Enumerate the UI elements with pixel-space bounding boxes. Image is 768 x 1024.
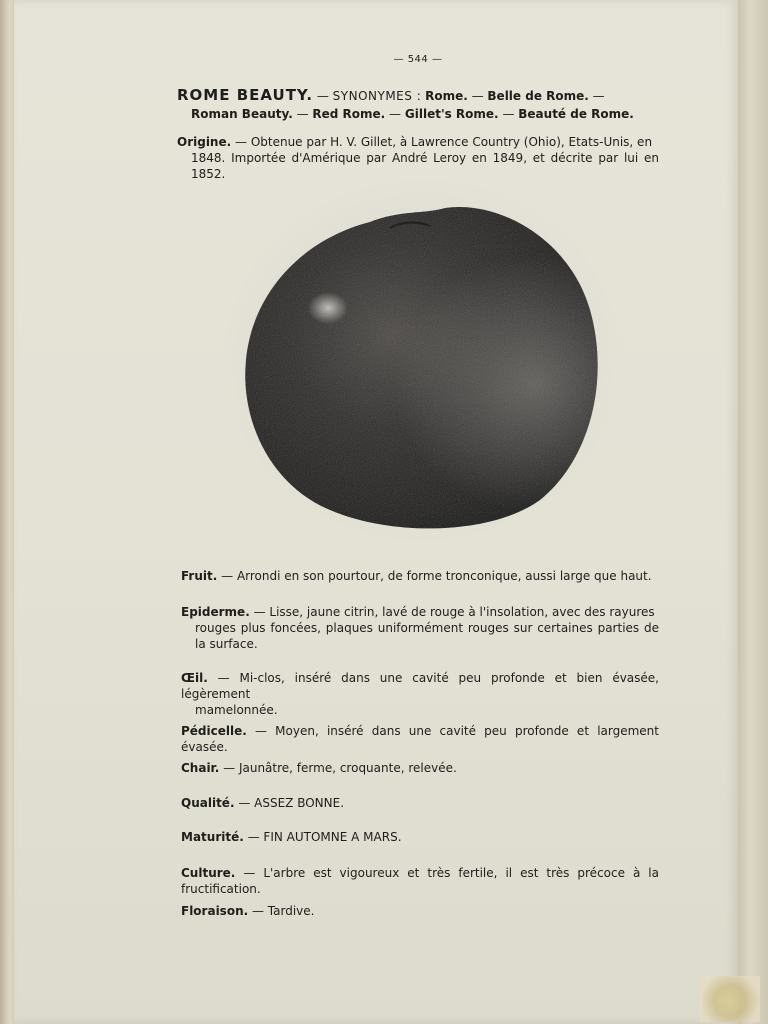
synonym: Roman Beauty. xyxy=(191,107,293,121)
apple-photograph xyxy=(240,200,606,536)
synonym: Rome. xyxy=(425,89,468,103)
variety-name: ROME BEAUTY. xyxy=(177,86,314,104)
synonym: Red Rome. xyxy=(312,107,386,121)
field-culture: Culture. — L'arbre est vigoureux et très fertile, il est très précoce à la fructification. xyxy=(181,866,659,896)
corner-thumbnail xyxy=(700,976,760,1022)
title-line-2: Roman Beauty. — Red Rome. — Gillet's Rome. — Beauté de Rome. xyxy=(191,107,634,121)
synonym: Belle de Rome. xyxy=(487,89,589,103)
page-number: — 544 — xyxy=(393,54,443,65)
field-fruit: Fruit. — Arrondi en son pourtour, de forme tronconique, aussi large que haut. xyxy=(181,569,652,583)
origin-paragraph xyxy=(177,134,659,182)
synonyms-label: SYNONYMES : xyxy=(332,89,422,103)
synonym: Gillet's Rome. xyxy=(404,107,499,121)
origin-label: Origine. xyxy=(177,135,232,149)
field-qualite: Qualité. — ASSEZ BONNE. xyxy=(181,796,345,810)
synonym: Beauté de Rome. xyxy=(518,107,634,121)
origin-text-1: — Obtenue par H. V. Gillet, à Lawrence Country (Ohio), Etats-Unis, en xyxy=(231,135,653,149)
field-oeil: Œil. — Mi-clos, inséré dans une cavité peu profonde et bien évasée, légèrement mamelonnée. xyxy=(181,671,659,717)
field-chair: Chair. — Jaunâtre, ferme, croquante, relevée. xyxy=(181,761,457,775)
field-epiderme: Epiderme. — Lisse, jaune citrin, lavé de rouge à l'insolation, avec des rayures rouges plus foncées, plaques uniformément rouges sur certaines parties de la surface. xyxy=(181,605,659,651)
apple-illustration xyxy=(240,200,606,536)
origin-text-2: 1848. Importée d'Amérique par André Leroy en 1849, et décrite par lui en 1852. xyxy=(191,151,659,181)
variety-title-block xyxy=(177,86,663,123)
field-pedicelle: Pédicelle. — Moyen, inséré dans une cavité peu profonde et largement évasée. xyxy=(181,724,659,754)
field-maturite: Maturité. — FIN AUTOMNE A MARS. xyxy=(181,830,402,844)
facing-page-edge xyxy=(738,0,768,1024)
title-line-1: ROME BEAUTY. — SYNONYMES : Rome. — Belle de Rome. — xyxy=(177,86,605,104)
field-floraison: Floraison. — Tardive. xyxy=(181,904,315,918)
